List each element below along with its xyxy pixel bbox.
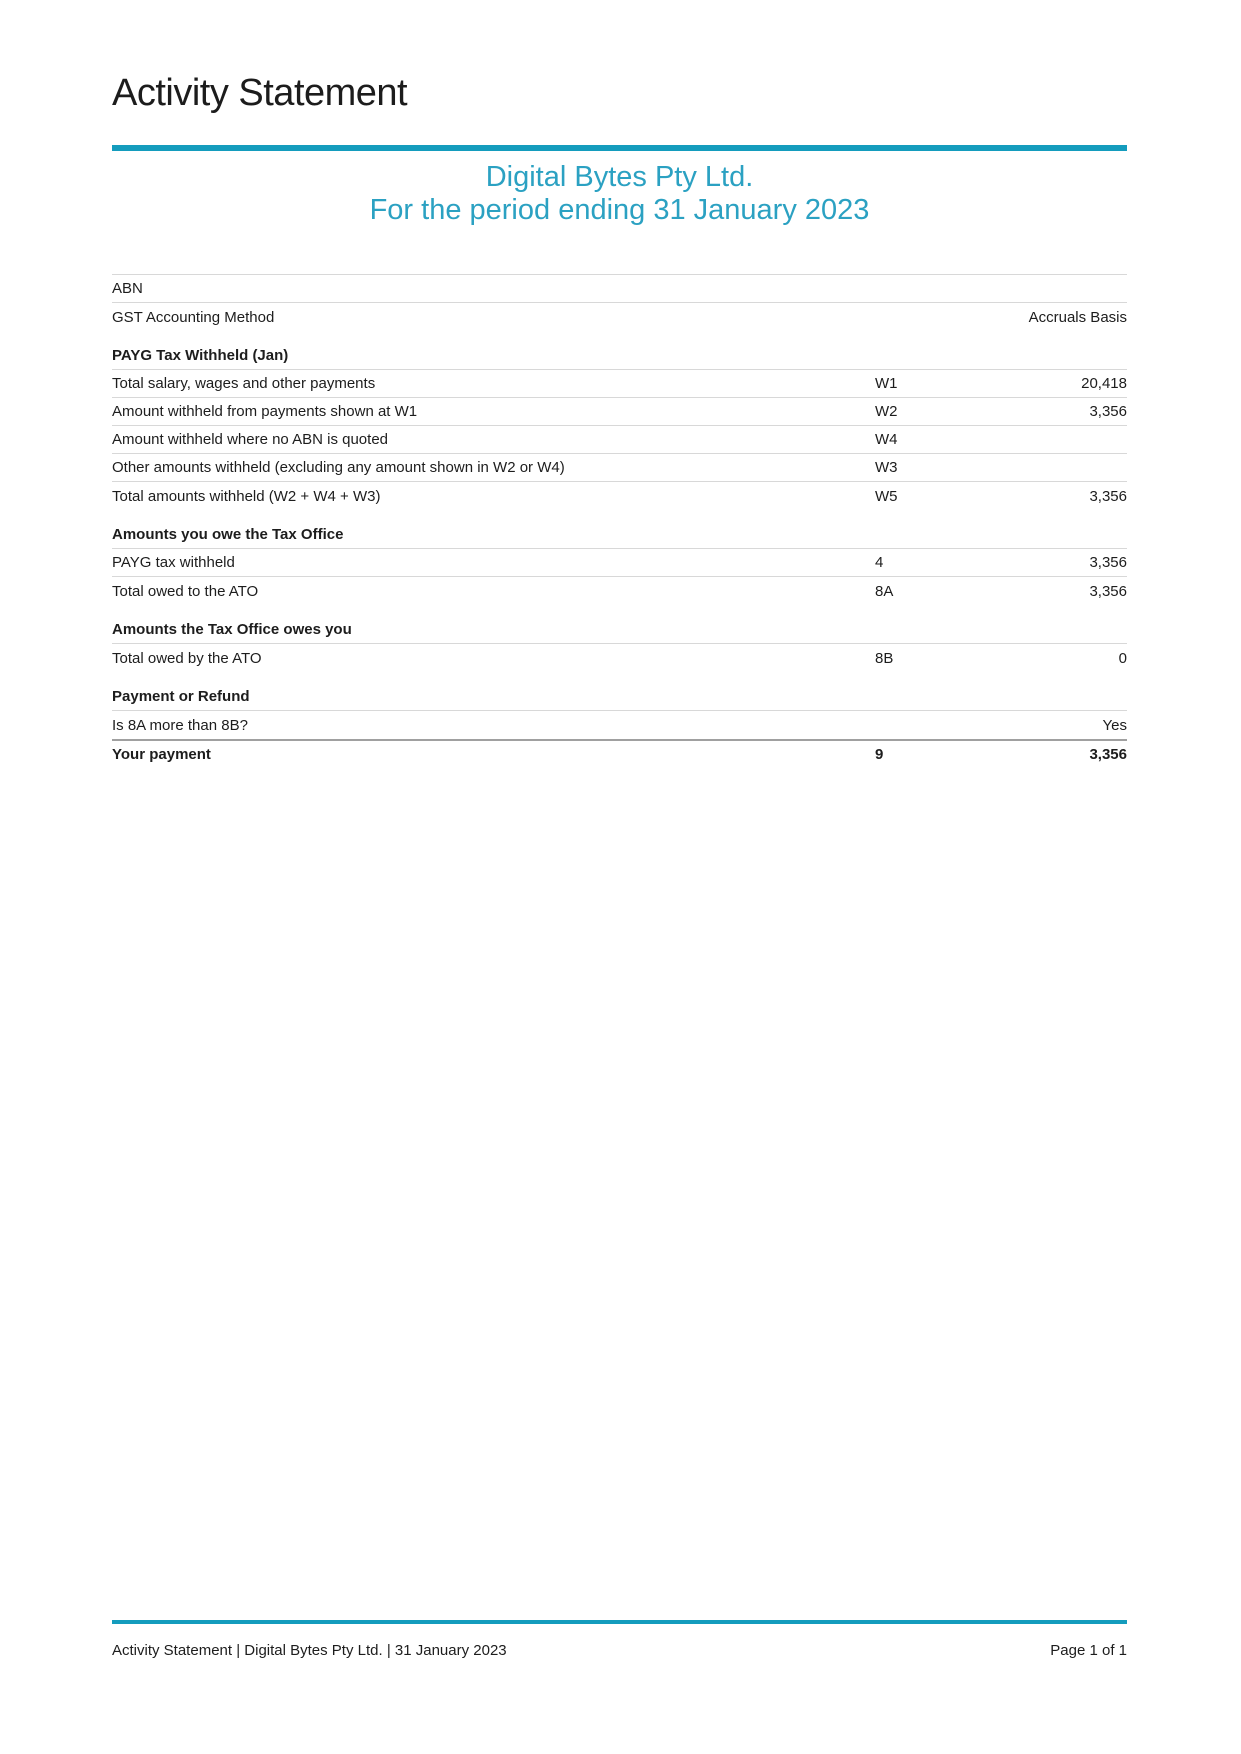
section-header-label: Amounts the Tax Office owes you xyxy=(112,621,352,638)
statement-table xyxy=(112,274,1127,767)
table-row xyxy=(112,454,1127,482)
table-row xyxy=(112,482,1127,510)
row-value: 3,356 xyxy=(1089,403,1127,420)
table-row xyxy=(112,426,1127,454)
row-value: 3,356 xyxy=(1089,554,1127,571)
row-label: Other amounts withheld (excluding any amount shown in W2 or W4) xyxy=(112,459,565,476)
document-content xyxy=(112,0,1127,767)
row-field-code: W5 xyxy=(875,487,898,505)
row-label: Amount withheld from payments shown at W1 xyxy=(112,403,418,420)
row-field-code: 9 xyxy=(875,745,884,763)
section-header xyxy=(112,683,1127,711)
row-label: Is 8A more than 8B? xyxy=(112,716,248,734)
row-field-code: W2 xyxy=(875,403,898,420)
page-footer xyxy=(112,1620,1127,1659)
row-value: 3,356 xyxy=(1089,582,1127,600)
row-value: 3,356 xyxy=(1089,487,1127,505)
row-field-code: 8A xyxy=(875,582,894,600)
row-label: GST Accounting Method xyxy=(112,308,275,326)
footer-left-text: Activity Statement | Digital Bytes Pty Ltd. | 31 January 2023 xyxy=(112,1642,507,1659)
row-value: 3,356 xyxy=(1089,745,1127,763)
table-row xyxy=(112,303,1127,331)
row-field-code: 4 xyxy=(875,554,884,571)
row-value: Yes xyxy=(1102,716,1127,734)
section-header xyxy=(112,521,1127,549)
row-label: PAYG tax withheld xyxy=(112,554,235,571)
footer-divider-rule xyxy=(112,1620,1127,1624)
report-subtitle xyxy=(112,161,1127,227)
row-value: 20,418 xyxy=(1081,375,1127,392)
row-label: Total owed to the ATO xyxy=(112,582,259,600)
row-label: Amount withheld where no ABN is quoted xyxy=(112,431,388,448)
table-row xyxy=(112,711,1127,739)
title-divider-rule xyxy=(112,145,1127,151)
row-field-code: 8B xyxy=(875,649,894,667)
payment-total-row xyxy=(112,739,1127,767)
section-header xyxy=(112,616,1127,644)
row-label: Your payment xyxy=(112,745,211,763)
table-row xyxy=(112,577,1127,605)
row-label: Total salary, wages and other payments xyxy=(112,375,376,392)
section-header xyxy=(112,342,1127,370)
row-field-code: W3 xyxy=(875,459,898,476)
table-row xyxy=(112,398,1127,426)
row-label: ABN xyxy=(112,280,143,297)
row-field-code: W1 xyxy=(875,375,898,392)
section-header-label: Amounts you owe the Tax Office xyxy=(112,526,344,543)
footer-text-row xyxy=(112,1642,1127,1659)
period-heading: For the period ending 31 January 2023 xyxy=(369,194,870,226)
row-value: Accruals Basis xyxy=(1028,308,1127,326)
row-value: 0 xyxy=(1118,649,1127,667)
section-header-label: PAYG Tax Withheld (Jan) xyxy=(112,347,289,364)
row-label: Total owed by the ATO xyxy=(112,649,262,667)
row-label: Total amounts withheld (W2 + W4 + W3) xyxy=(112,487,381,505)
table-row xyxy=(112,275,1127,303)
table-row xyxy=(112,644,1127,672)
table-row xyxy=(112,370,1127,398)
row-field-code: W4 xyxy=(875,431,898,448)
table-row xyxy=(112,549,1127,577)
section-header-label: Payment or Refund xyxy=(112,688,250,705)
company-name: Digital Bytes Pty Ltd. xyxy=(485,161,754,193)
page-title: Activity Statement xyxy=(112,72,408,114)
footer-page-number: Page 1 of 1 xyxy=(1050,1642,1127,1659)
